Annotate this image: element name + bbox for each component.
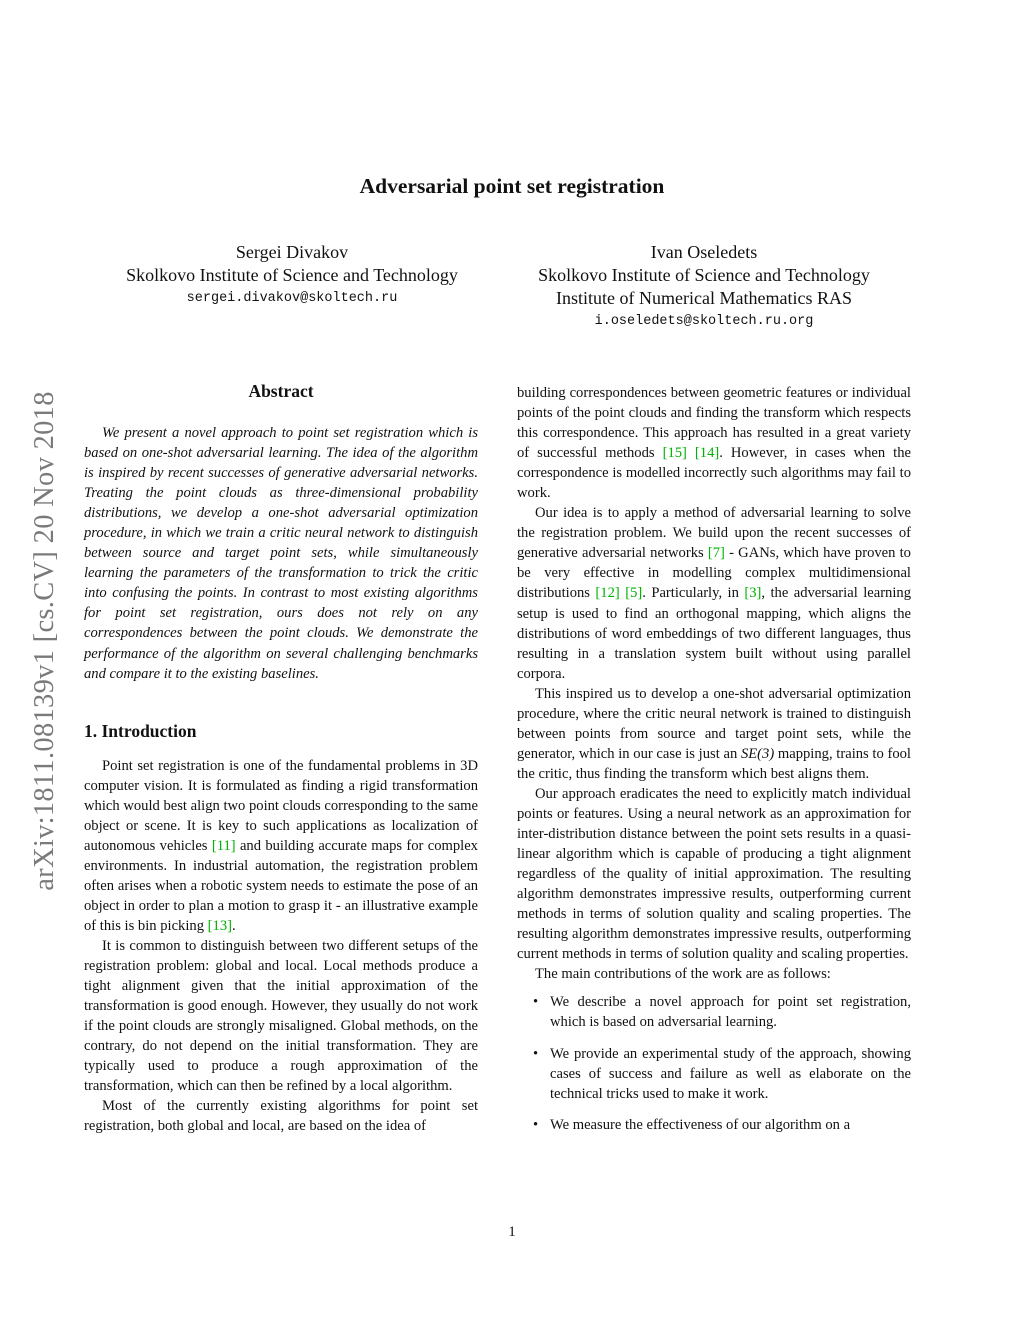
math-expression: SE(3) [740, 745, 775, 762]
contribution-list [517, 992, 911, 1134]
author-affiliation: Skolkovo Institute of Science and Technology [126, 265, 458, 285]
right-column [517, 383, 911, 1146]
left-column [84, 380, 478, 1137]
paragraph: This inspired us to develop a one-shot adversarial optimization procedure, where the critic neural network is trained to distinguish between points from source and target point sets, while the generator, which in our case is just an SE(3) mapping, trains to fool the critic, thus finding the transform which best aligns them. [517, 685, 911, 782]
bullet-icon: • [533, 1045, 539, 1062]
paragraph: The main contributions of the work are as follows: [535, 966, 831, 983]
citation-link[interactable]: [5] [625, 585, 643, 602]
list-item: • We describe a novel approach for point set registration, which is based on adversarial learning. [533, 994, 911, 1031]
list-item: • We provide an experimental study of the approach, showing cases of success and failure as well as elaborate on the technical tricks used to make it work. [533, 1045, 911, 1102]
paragraph: It is common to distinguish between two different setups of the registration problem: global and local. Local methods produce a tight alignment given that the initial approximation of the transformation is good enough. However, they usually do not work if the point clouds are strongly misaligned. Global methods, on the contrary, do not depend on the initial transformation. They are typically used to produce a rough approximation of the transformation, which can then be refined by a local algorithm. [84, 938, 478, 1095]
author-affiliation: Skolkovo Institute of Science and Technology [538, 265, 870, 285]
author-name: Ivan Oseledets [650, 242, 758, 262]
arxiv-stamp: arXiv:1811.08139v1 [cs.CV] 20 Nov 2018 [29, 391, 61, 891]
author-name: Sergei Divakov [235, 242, 349, 262]
citation-link[interactable]: [11] [211, 837, 236, 854]
author-email[interactable]: sergei.divakov@skoltech.ru [186, 291, 398, 306]
citation-link[interactable]: [7] [707, 545, 725, 562]
paragraph: Our idea is to apply a method of adversarial learning to solve the registration problem. We build upon the recent successes of generative adversarial networks [7] - GANs, which have proven to be very effective in modelling complex multidimensional distributions [12] [5]. Particularly, in [3], the adversarial learning setup is used to find an orthogonal mapping, which aligns the distributions of word embeddings of two different languages, thus resulting in a translation system built without using parallel corpora. [517, 505, 912, 682]
abstract-heading: Abstract [248, 381, 314, 401]
author-email[interactable]: i.oseledets@skoltech.ru.org [594, 314, 814, 329]
citation-link[interactable]: [14] [694, 445, 720, 462]
bullet-icon: • [533, 994, 539, 1011]
paragraph: Our approach eradicates the need to explicitly match individual points or features. Using a neural network as an approximation for inter-distribution distance between the point sets results in a quasi-linear algorithm which is capable of producing a tight alignment regardless of the quality of initial approximation. The resulting algorithm demonstrates impressive results, outperforming current methods in terms of solution quality and scaling properties. The resulting algorithm demonstrates impressive results, outperforming current methods in terms of solution quality and scaling properties. [517, 785, 911, 963]
citation-link[interactable]: [15] [662, 445, 687, 462]
author-block-2 [504, 241, 904, 334]
page-number: 1 [508, 1224, 516, 1240]
paragraph: building correspondences between geometric features or individual points of the point clouds and finding the transform which respects this correspondence. This approach has resulted in a great variety of successful methods [15] [14]. However, in cases when the correspondence is modelled incorrectly such algorithms may fail to work. [517, 385, 911, 502]
citation-link[interactable]: [3] [744, 585, 762, 602]
bullet-icon: • [533, 1116, 539, 1133]
section-heading-introduction: 1. Introduction [84, 720, 197, 741]
paragraph: Point set registration is one of the fundamental problems in 3D computer vision. It is formulated as finding a rigid transformation which would best align two point clouds corresponding to the same object or scene. It is key to such applications as localization of autonomous vehicles [11] and building accurate maps for complex environments. In industrial automation, the registration problem often arises when a robotic system needs to estimate the pose of an object in order to plan a motion to grasp it - an illustrative example of this is bin picking [13]. [84, 757, 478, 934]
paragraph: Most of the currently existing algorithms for point set registration, both global and local, are based on the idea of [84, 1098, 478, 1135]
abstract-text: We present a novel approach to point set registration which is based on one-shot adversarial learning. The idea of the algorithm is inspired by recent successes of generative adversarial networks. Treating the point clouds as three-dimensional probability distributions, we develop a one-shot adversarial optimization procedure, in which we train a critic neural network to distinguish between source and target point sets, while simultaneously learning the parameters of the transformation to trick the critic into confusing the points. In contrast to most existing algorithms for point set registration, ours does not rely on any correspondences between the point clouds. We demonstrate the performance of the algorithm on several challenging benchmarks and compare it to the existing baselines. [84, 425, 478, 682]
author-block-1 [92, 241, 492, 311]
author-affiliation: Institute of Numerical Mathematics RAS [556, 288, 852, 308]
citation-link[interactable]: [12] [595, 585, 620, 602]
paper-title: Adversarial point set registration [359, 174, 665, 198]
citation-link[interactable]: [13] [207, 917, 232, 934]
list-item: • We measure the effectiveness of our algorithm on a [517, 1115, 911, 1135]
